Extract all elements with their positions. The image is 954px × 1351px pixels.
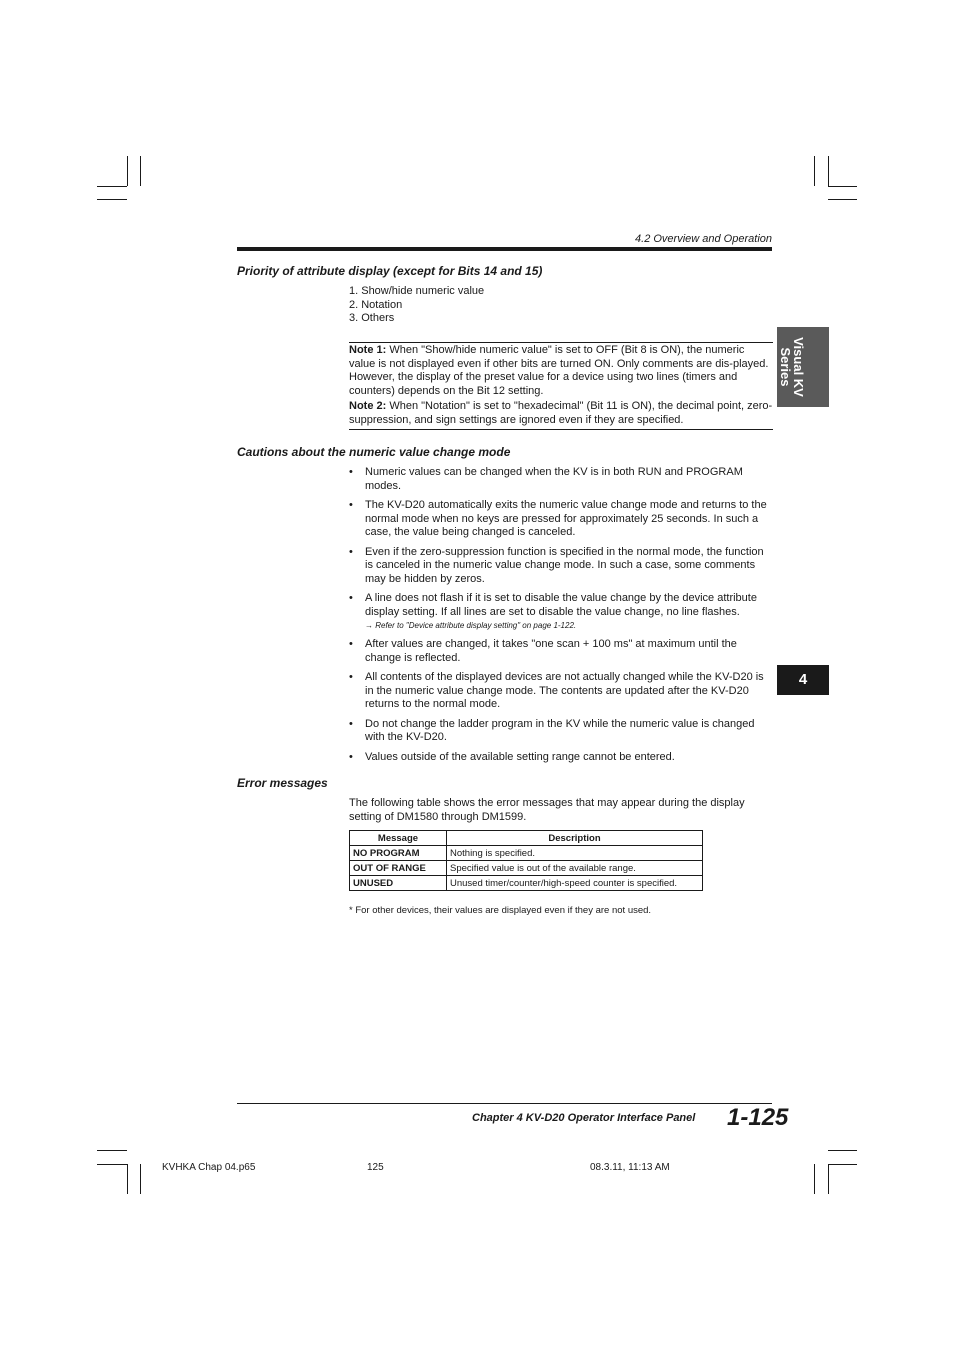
table-cell: Specified value is out of the available range. (447, 861, 703, 876)
list-item-text: A line does not flash if it is set to disable the value change by the device attribute display setting. If all lines are set to disable the value change, no line flashes. (365, 592, 757, 618)
table-cell: UNUSED (350, 876, 447, 891)
table-cell: Nothing is specified. (447, 846, 703, 861)
table-row (350, 846, 703, 861)
side-tab-visual-kv (777, 327, 829, 407)
error-table (349, 830, 703, 891)
errors-intro: The following table shows the error messages that may appear during the display setting of DM1580 through DM1599. (349, 797, 745, 823)
footnote: * For other devices, their values are displayed even if they are not used. (349, 905, 652, 916)
chapter-tab: 4 (777, 665, 829, 695)
header-rule (237, 247, 772, 251)
list-item: • Even if the zero-suppression function is specified in the normal mode, the function is canceled in the numeric value change mode. In such a case, some comments may be hidden by zeros. (349, 546, 773, 587)
footer-chapter: Chapter 4 KV-D20 Operator Interface Panel (472, 1112, 696, 1124)
crop-mark (97, 1150, 127, 1151)
note-1-label: Note 1: (349, 344, 387, 356)
note-2 (349, 400, 773, 427)
list-item (349, 592, 773, 632)
list-item: • Values outside of the available setting range cannot be entered. (349, 751, 773, 765)
table-cell: NO PROGRAM (350, 846, 447, 861)
crop-mark (828, 156, 829, 186)
crop-mark (140, 156, 141, 186)
note-2-label: Note 2: (349, 400, 387, 412)
crop-mark (828, 199, 857, 200)
side-tab-line2: Series (778, 347, 793, 387)
crop-mark (127, 156, 128, 186)
crop-mark (828, 1150, 857, 1151)
slug-file: KVHKA Chap 04.p65 (162, 1162, 256, 1173)
crop-mark (97, 199, 127, 200)
note-2-text: When "Notation" is set to "hexadecimal" (Bit 11 is ON), the decimal point, zero-suppression, and sign settings are ignored even if they are specified. (349, 400, 773, 426)
cautions-list (349, 466, 773, 770)
crop-mark (127, 1164, 128, 1194)
footer-rule (237, 1103, 772, 1104)
list-item: • All contents of the displayed devices are not actually changed while the KV-D20 is in the numeric value change mode. The contents are updated after the KV-D20 returns to the normal mode. (349, 671, 773, 712)
reference-link[interactable]: → Refer to "Device attribute display setting" on page 1-122. (365, 621, 577, 630)
page-number: 1-125 (727, 1104, 789, 1131)
list-item: 1. Show/hide numeric value (349, 285, 485, 297)
priority-list (349, 285, 484, 326)
crop-mark (814, 156, 815, 186)
note-box (349, 342, 773, 430)
crop-mark (97, 1164, 127, 1165)
errors-heading: Error messages (237, 776, 328, 790)
crop-mark (140, 1164, 141, 1194)
slug-date: 08.3.11, 11:13 AM (590, 1162, 670, 1173)
list-item: 2. Notation (349, 298, 403, 311)
note-1-text: When "Show/hide numeric value" is set to OFF (Bit 8 is ON), the numeric value is not displayed even if other bits are turned ON. Only comments are dis-played. However, the display of the preset value for a device using two lines (timers and counters) depends on the Bit 12 setting. (349, 344, 769, 397)
list-item: • Numeric values can be changed when the KV is in both RUN and PROGRAM modes. (349, 466, 773, 493)
side-tab-line1: Visual KV (791, 337, 806, 397)
column-header: Message (350, 831, 447, 846)
table-row (350, 861, 703, 876)
running-header: 4.2 Overview and Operation (635, 233, 772, 245)
crop-mark (814, 1164, 815, 1194)
column-header: Description (447, 831, 703, 846)
cautions-heading: Cautions about the numeric value change mode (237, 445, 511, 459)
list-item: 3. Others (349, 312, 395, 324)
crop-mark (97, 186, 127, 187)
list-item: • After values are changed, it takes "one scan + 100 ms" at maximum until the change is reflected. (349, 638, 773, 665)
table-header-row (350, 831, 703, 846)
slug-page: 125 (367, 1162, 384, 1173)
table-row (350, 876, 703, 891)
list-item: • Do not change the ladder program in the KV while the numeric value is changed with the KV-D20. (349, 718, 773, 745)
crop-mark (828, 1164, 829, 1194)
table-cell: Unused timer/counter/high-speed counter is specified. (447, 876, 703, 891)
note-1 (349, 344, 773, 398)
priority-heading: Priority of attribute display (except for Bits 14 and 15) (237, 264, 543, 278)
list-item: • The KV-D20 automatically exits the numeric value change mode and returns to the normal mode when no keys are pressed for approximately 25 seconds. In such a case, the value being changed is canceled. (349, 499, 773, 540)
table-cell: OUT OF RANGE (350, 861, 447, 876)
crop-mark (828, 1164, 857, 1165)
crop-mark (828, 186, 857, 187)
